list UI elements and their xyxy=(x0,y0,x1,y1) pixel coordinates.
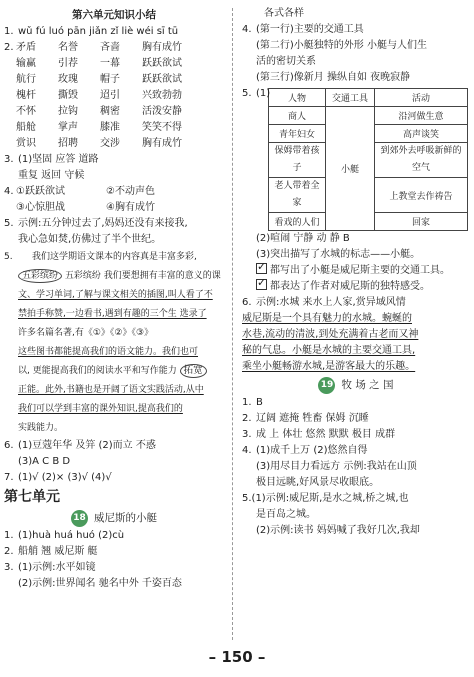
r-answer-5: 5. (1) 人物 交通工具 活动 商人 小艇 沿河做生意 青年妇女 高声谈笑 保姆带着孩子 到郊外去呼吸新鲜的空气 老人带着全家 上教堂去作祷告 看戏的人们 回家 (2)喧闹 宁静 动 静 B (3)突出描写了水城的标志——小艇。 ✓都写出了小艇是威尼斯主要的交通工具。 ✓都表达了作者对威尼斯的独特感受。 xyxy=(242,86,470,295)
answer-1: 1. wǔ fú luó pān jiǎn zǐ liè wéi sī tū xyxy=(4,26,179,37)
continued-text: 各式各样 xyxy=(264,8,304,19)
lesson19-answer-1: 1. B xyxy=(242,397,263,408)
circled-word: 五彩缤纷 xyxy=(18,269,62,283)
lesson18-answer-3: 3. (1)示例:水平如镜 (2)示例:世界闻名 驰名中外 千姿百态 xyxy=(4,562,182,589)
check-item: ✓都表达了作者对威尼斯的独特感受。 xyxy=(242,279,470,295)
left-column xyxy=(4,6,224,592)
table-cell: 上教堂去作祷告 xyxy=(375,178,468,213)
answer-passage: 5. 我们这学期语文课本的内容真是丰富多彩, 五彩缤纷 五彩缤纷 我们要想拥有丰富的意义的课 文、学习单词,了解与课文相关的插图,叫人看了不 禁拍手称赞,一边看书,遇到有趣的三个生 选录了 许多名篇名著,有《①》《②》《③》 这些图书都能提高我们的语文能力。我们也可 以, 更能提高我们的阅读水平和写作能力 拓宽 正能。此外,书籍也是开阔了语文实践活动,从中 我们可以学到丰富的课外知识,提高我们的 实践能力。 xyxy=(4,252,221,433)
lesson-18-header xyxy=(4,508,224,528)
unit-7-title: 第七单元 xyxy=(4,489,60,505)
answer-7: 7. (1)√ (2)× (3)√ (4)√ xyxy=(4,472,112,483)
r-answer-6: 6. 示例:水城 来水上人家,赏异域风情 威尼斯是一个具有魅力的水城。蜿蜒的 水巷,流动的清波,到处充满着古老而又神 秘的气息。小艇是水城的主要交通工具, 乘坐小艇畅游水城,是游客最大的乐趣。 xyxy=(242,297,419,372)
lesson-number-badge: 18 xyxy=(71,510,88,527)
table-cell: 回家 xyxy=(375,213,468,231)
answer-6: 6. (1)豆蔻年华 及笄 (2)而立 不惑 (3)A C B D xyxy=(4,440,156,467)
answer-3: 3. (1)坚固 应答 道路 重复 返回 守候 xyxy=(4,154,99,181)
table-cell: 高声谈笑 xyxy=(375,125,468,143)
check-item: ✓都写出了小艇是威尼斯主要的交通工具。 xyxy=(242,263,470,279)
lesson-title: 威尼斯的小艇 xyxy=(94,512,157,524)
lesson19-answer-3: 3. 成 上 体壮 悠然 默默 极目 成群 xyxy=(242,429,396,440)
right-column xyxy=(242,6,470,539)
table-cell: 保姆带着孩子 xyxy=(269,143,326,178)
answer-5: 5. 示例:五分钟过去了,妈妈还没有来接我, 我心急如焚,仿佛过了半个世纪。 xyxy=(4,218,188,245)
table-cell: 沿河做生意 xyxy=(375,107,468,125)
transport-table xyxy=(268,88,468,231)
table-cell: 商人 xyxy=(269,107,326,125)
r-answer-4: 4. (第一行)主要的交通工具 (第二行)小艇独特的外形 小艇与人们生 活的密切关系 (第三行)像新月 操纵自如 夜晚寂静 xyxy=(242,24,427,83)
circled-word: 拓宽 xyxy=(180,364,207,378)
lesson19-answer-4: 4. (1)成千上万 (2)悠然自得 (3)用尽目力看远方 示例:我站在山顶 极目远眺,好风景尽收眼底。 5.(1)示例:威尼斯,是水之城,桥之城,也 是百岛之城。 (2)示例:读书 妈妈喊了我好几次,我却 xyxy=(242,445,420,536)
table-cell: 到郊外去呼吸新鲜的空气 xyxy=(375,143,468,178)
page-number: – 150 – xyxy=(208,648,266,666)
lesson-title: 牧 场 之 国 xyxy=(341,379,394,391)
table-cell: 青年妇女 xyxy=(269,125,326,143)
column-divider xyxy=(232,8,233,640)
check-icon xyxy=(256,279,267,290)
lesson18-answer-1: 1. (1)huà huá huó (2)cù xyxy=(4,530,125,541)
table-cell: 小艇 xyxy=(326,107,375,231)
lesson-number-badge: 19 xyxy=(318,377,335,394)
table-header: 交通工具 xyxy=(326,89,375,107)
lesson19-answer-2: 2. 辽阔 遮掩 牲畜 保姆 沉睡 xyxy=(242,413,369,424)
check-icon xyxy=(256,263,267,274)
table-header: 活动 xyxy=(375,89,468,107)
table-cell: 老人带着全家 xyxy=(269,178,326,213)
table-cell: 看戏的人们 xyxy=(269,213,326,231)
summary-title: 第六单元知识小结 xyxy=(72,9,156,21)
lesson18-answer-2: 2. 船艄 翘 威尼斯 艇 xyxy=(4,546,98,557)
answer-4: 4. ①跃跃欲试 ②不动声色 ③心惊胆战 ④胸有成竹 xyxy=(4,186,155,213)
table-header: 人物 xyxy=(269,89,326,107)
answer-2: 2. 矛盾 名誉 吝啬 胸有成竹 输赢 引荐 一幕 跃跃欲试 航行 玫瑰 帽子 跃跃欲试 槐杆 撕毁 迢引 兴致勃勃 不怀 拉钩 稠密 活泼安静 船舱 掌声 膝准 笑笑不得 赏识 招聘 交涉 胸有成竹 xyxy=(4,42,182,149)
lesson-19-header xyxy=(242,375,470,395)
